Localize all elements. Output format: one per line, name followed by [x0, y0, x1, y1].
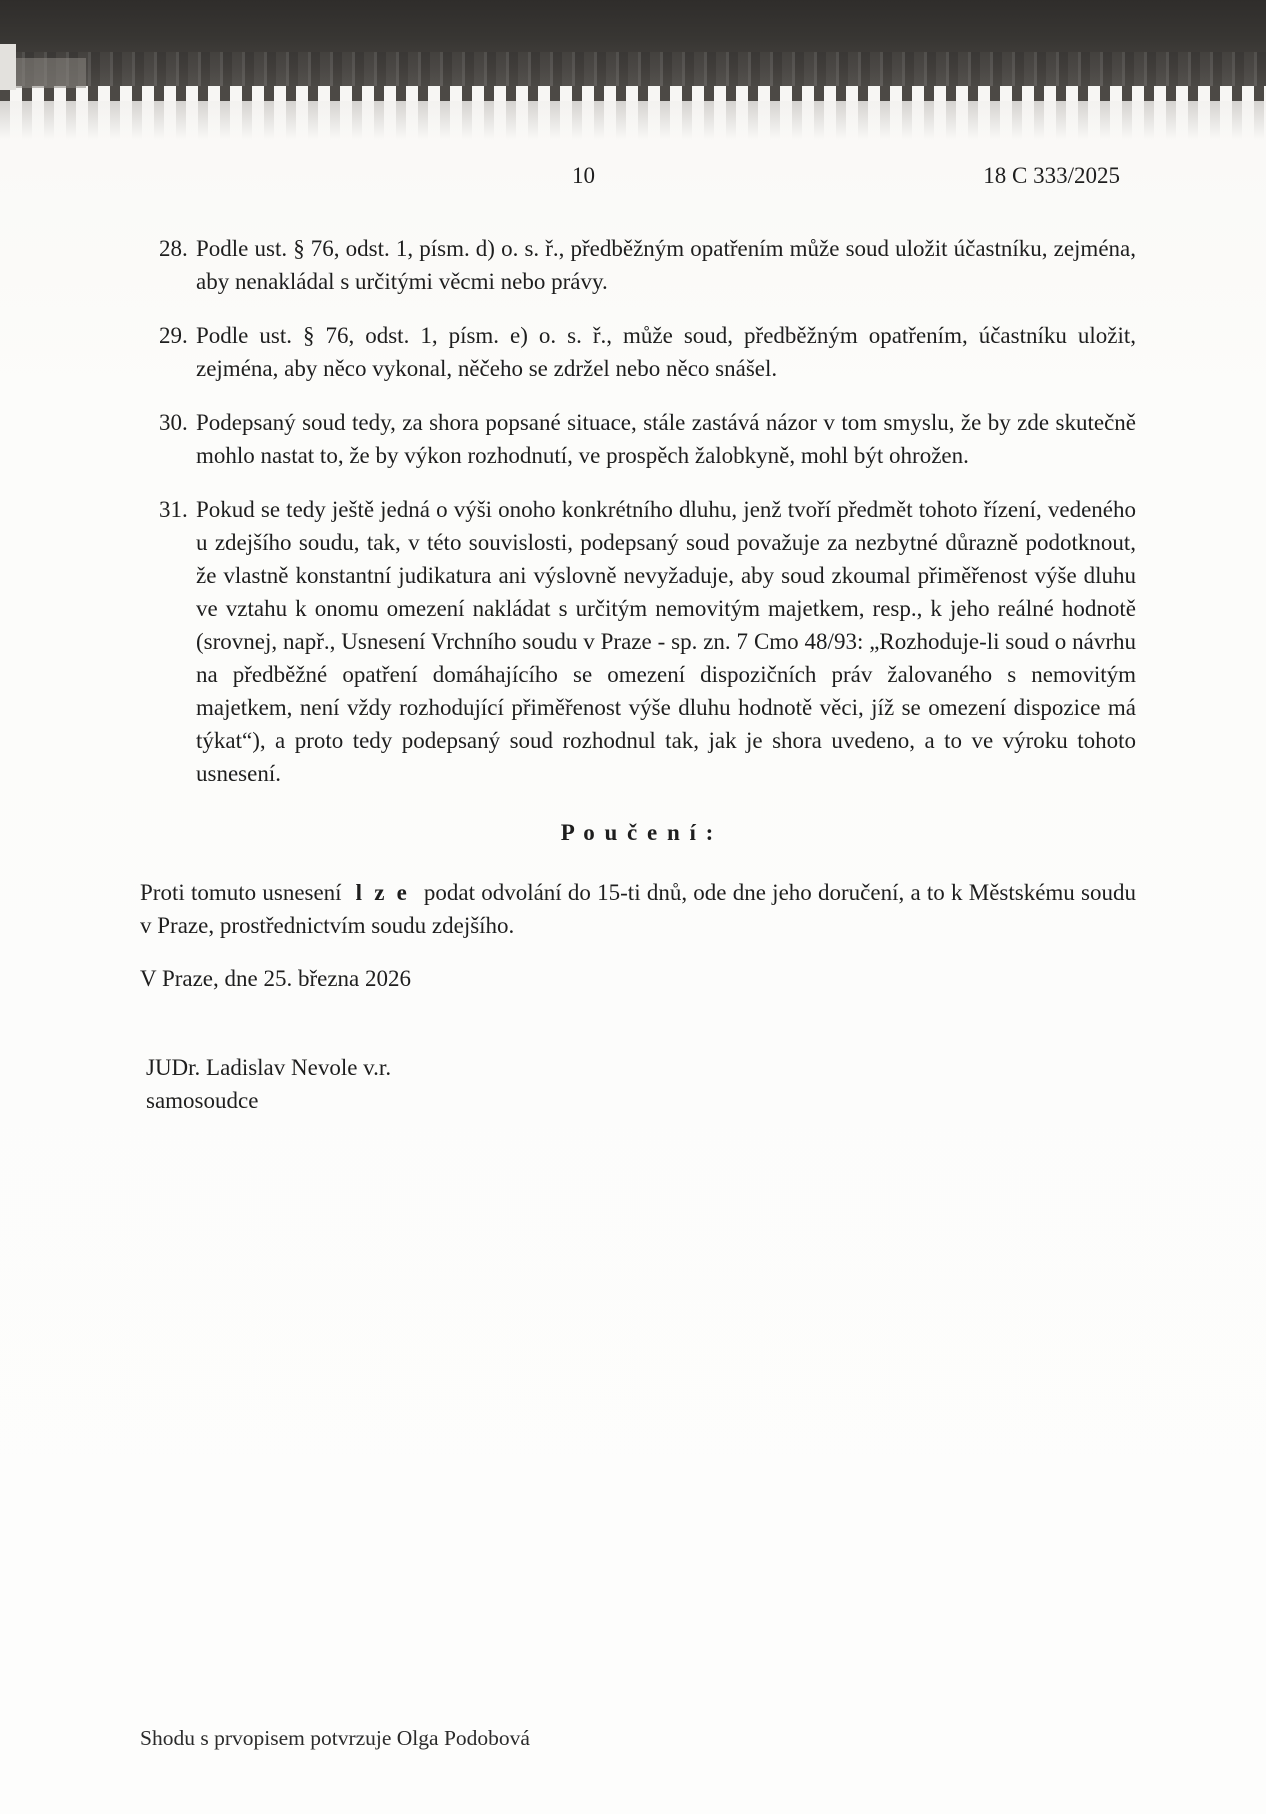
paragraph-text: Podle ust. § 76, odst. 1, písm. d) o. s. ř., předběžným opatřením může soud uložit účastníku, zejména, aby nenakládal s určitými věcmi nebo právy. — [196, 236, 1136, 294]
photo-band-notch — [0, 44, 16, 90]
paragraph-number: 28. — [159, 236, 188, 261]
date-line: V Praze, dne 25. března 2026 — [140, 966, 412, 991]
numbered-paragraph-31 — [140, 493, 1136, 790]
advisory-text-after: podat odvolání do 15-ti dnů, ode dne jeho doručení, a to k Městskému soudu v Praze, prostřednictvím soudu zdejšího. — [140, 880, 1136, 938]
photo-band-fade — [0, 101, 1266, 147]
photo-band-striations — [0, 52, 1266, 86]
signature-block — [140, 1051, 1136, 1117]
paragraph-number: 29. — [159, 323, 188, 348]
advisory-text-before: Proti tomuto usnesení — [140, 880, 342, 905]
certification-note: Shodu s prvopisem potvrzuje Olga Podobová — [140, 1726, 530, 1750]
case-number: 18 C 333/2025 — [983, 163, 1120, 188]
judge-name: JUDr. Ladislav Nevole v.r. — [146, 1055, 392, 1080]
photo-band-notch-shadow — [16, 58, 86, 88]
numbered-paragraph-29 — [140, 319, 1136, 385]
document-body — [140, 232, 1136, 1117]
page-number: 10 — [572, 163, 595, 188]
paragraph-text: Podepsaný soud tedy, za shora popsané situace, stále zastává názor v tom smyslu, že by zde skutečně mohlo nastat to, že by výkon rozhodnutí, ve prospěch žalobkyně, mohl být ohrožen. — [196, 410, 1136, 468]
advisory-paragraph — [140, 876, 1136, 942]
numbered-paragraph-30 — [140, 406, 1136, 472]
photo-band-ragged-edge — [0, 86, 1266, 101]
paragraph-number: 30. — [159, 410, 188, 435]
advisory-heading: P o u č e n í : — [560, 820, 716, 845]
photo-dark-band — [0, 0, 1266, 86]
numbered-paragraph-28 — [140, 232, 1136, 298]
paragraph-text: Pokud se tedy ještě jedná o výši onoho konkrétního dluhu, jenž tvoří předmět tohoto řízení, vedeného u zdejšího soudu, tak, v této souvislosti, podepsaný soud považuje za nezbytné důrazně podotknout, že vlastně konstantní judikatura ani výslovně nevyžaduje, aby soud zkoumal přiměřenost výše dluhu ve vztahu k onomu omezení nakládat s určitým nemovitým majetkem, resp., k jeho reálné hodnotě (srovnej, např., Usnesení Vrchního soudu v Praze - sp. zn. 7 Cmo 48/93: „Rozhoduje-li soud o návrhu na předběžné opatření domáhajícího se omezení dispozičních práv žalovaného s nemovitým majetkem, není vždy rozhodující přiměřenost výše dluhu hodnotě věci, jíž se omezení dispozice má týkat“), a proto tedy podepsaný soud rozhodnul tak, jak je shora uvedeno, a to ve výroku tohoto usnesení. — [196, 497, 1136, 786]
paragraph-number: 31. — [159, 497, 188, 522]
judge-role: samosoudce — [146, 1088, 259, 1113]
paragraph-text: Podle ust. § 76, odst. 1, písm. e) o. s. ř., může soud, předběžným opatřením, účastníku uložit, zejména, aby něco vykonal, něčeho se zdržel nebo něco snášel. — [196, 323, 1136, 381]
lze-emphasis: l z e — [355, 880, 410, 905]
